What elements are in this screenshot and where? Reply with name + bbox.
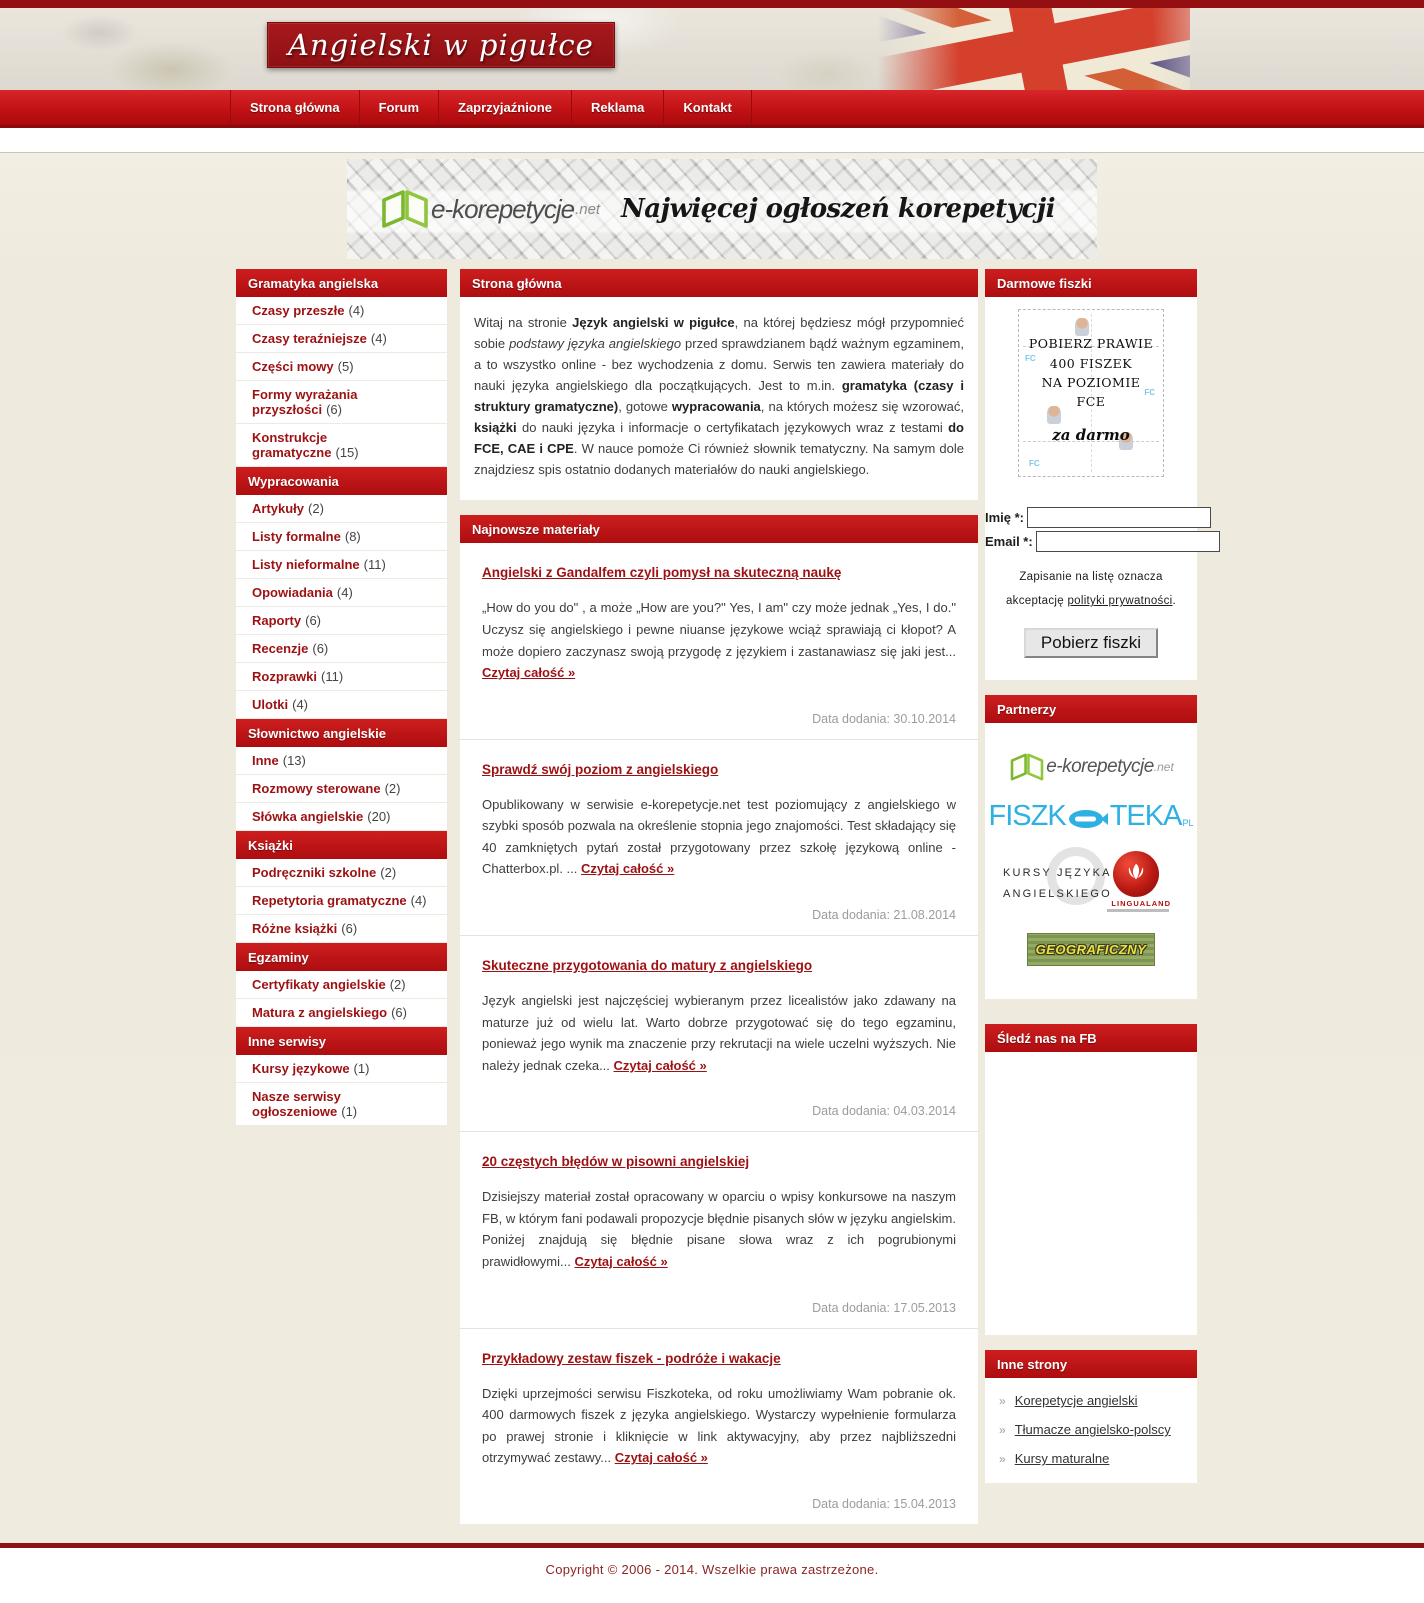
sidebar-item-link[interactable]: Czasy przeszłe	[252, 303, 345, 318]
sidebar-item[interactable]	[236, 663, 447, 691]
sidebar-item-link[interactable]: Czasy teraźniejsze	[252, 331, 367, 346]
sidebar-item[interactable]	[236, 915, 447, 943]
sidebar-item[interactable]	[236, 971, 447, 999]
other-site-item[interactable]	[985, 1444, 1197, 1473]
sidebar-item-count: (4)	[292, 697, 309, 712]
sidebar-section	[236, 1027, 447, 1126]
sidebar-item-count: (15)	[335, 445, 359, 460]
sidebar-item[interactable]	[236, 635, 447, 663]
fiszki-form	[985, 507, 1197, 658]
article-excerpt-text: „How do you do" , a może „How are you?" Yes, I am" czy może jednak „Yes, I do." Uczysz się angielskiego i pewne niuanse językowe wciąż sprawiają ci kłopot? A może dopiero zaczynasz swoją przygodę z językiem i zastanawiasz się jaki jest...	[482, 600, 956, 659]
partner-lingualand-logo[interactable]	[1003, 851, 1179, 915]
home-box-title: Strona główna	[460, 269, 978, 297]
article-date: Data dodania: 04.03.2014	[812, 1104, 956, 1119]
copyright-text: Copyright © 2006 - 2014. Wszelkie prawa zastrzeżone.	[545, 1561, 879, 1577]
welcome-text-segment: wypracowania	[671, 399, 761, 415]
article-item	[460, 936, 978, 1132]
nav-item[interactable]: Strona główna	[230, 90, 360, 125]
sidebar-section	[236, 831, 447, 943]
partner-fiszkoteka-suffix: PL	[1182, 818, 1194, 829]
article-title-link[interactable]: Skuteczne przygotowania do matury z angielskiego	[482, 958, 813, 973]
uk-flag-graphic	[878, 8, 1190, 90]
lingualand-caption-line1: KURSY JĘZYKA	[1003, 867, 1112, 880]
facebook-box	[985, 1024, 1197, 1335]
sidebar-section-title: Wypracowania	[236, 467, 447, 495]
welcome-text-segment: , na której będziesz mógł przypomnieć sobie	[474, 315, 965, 352]
welcome-text-segment: Witaj na stronie	[474, 315, 573, 330]
sidebar-item-count: (5)	[337, 359, 354, 374]
sidebar-item[interactable]	[236, 424, 447, 467]
fiszki-box-body	[985, 297, 1197, 680]
promo-watermark: FC	[1144, 388, 1155, 397]
lingualand-caption-line2: ANGIELSKIEGO	[1003, 888, 1112, 901]
article-excerpt-text: Dzisiejszy materiał został opracowany w oparciu o wpisy konkursowe na naszym FB, w którym fani podawali propozycje błędnie pisanych słów w języku angielskim. Poniżej znajdują się błędnie pisane słowa wraz z ich pogrubionymi prawidłowymi...	[482, 1189, 956, 1270]
sidebar-item-count: (4)	[336, 585, 353, 600]
sidebar-item-link[interactable]: Części mowy	[252, 359, 334, 374]
lingualand-emblem	[1113, 851, 1159, 897]
sidebar-item[interactable]	[236, 803, 447, 831]
nav-item[interactable]: Reklama	[572, 90, 664, 125]
sidebar-item[interactable]	[236, 691, 447, 719]
double-arrow-icon: »	[999, 1452, 1006, 1467]
sidebar-item-link[interactable]: Nasze serwisy ogłoszeniowe	[252, 1089, 341, 1119]
privacy-note-period: .	[1172, 595, 1177, 608]
sidebar-item-link[interactable]: Matura z angielskiego	[252, 1005, 388, 1020]
site-logo[interactable]	[267, 22, 615, 68]
sidebar-item-link[interactable]: Słówka angielskie	[252, 809, 364, 824]
promo-banner[interactable]	[347, 159, 1097, 259]
other-site-link[interactable]: Kursy maturalne	[1014, 1451, 1110, 1467]
sidebar-item-count: (1)	[353, 1061, 370, 1076]
article-title-link[interactable]: Przykładowy zestaw fiszek - podróże i wakacje	[482, 1350, 781, 1366]
article-excerpt-text: Opublikowany w serwisie e-korepetycje.net test poziomujący z angielskiego w szybki sposób pozwala na określenie stopnia jego znajomości. Test składający się 40 zamkniętych pytań został przygotowany przez szkołę językową online - Chatterbox.pl. ...	[482, 796, 956, 877]
welcome-text-segment: podstawy języka angielskiego	[509, 336, 682, 352]
sidebar-item-count: (6)	[326, 402, 342, 417]
partner-ekorepetycje-tld: .net	[1153, 760, 1174, 775]
sidebar-item[interactable]	[236, 1083, 447, 1126]
welcome-paragraph	[474, 312, 964, 480]
main-navigation-list	[230, 90, 1424, 125]
facebook-box-title: Śledź nas na FB	[985, 1024, 1197, 1052]
sidebar-item-count: (11)	[321, 669, 344, 684]
article-date: Data dodania: 17.05.2013	[812, 1300, 956, 1315]
sidebar-item[interactable]	[236, 999, 447, 1027]
sidebar-item-link[interactable]: Kursy językowe	[252, 1061, 350, 1076]
other-site-item[interactable]	[985, 1386, 1197, 1415]
latest-box-title: Najnowsze materiały	[460, 515, 978, 543]
promo-text-line: POBIERZ PRAWIE	[1028, 336, 1154, 352]
article-title-link[interactable]: Angielski z Gandalfem czyli pomysł na skuteczną naukę	[482, 565, 842, 581]
sidebar-item[interactable]	[236, 551, 447, 579]
site-logo-text: Angielski w pigułce	[288, 28, 594, 62]
download-fiszki-button[interactable]: Pobierz fiszki	[1024, 628, 1158, 658]
partner-fiszkoteka-text1: FISZK	[988, 800, 1066, 833]
articles-list	[460, 543, 978, 1524]
sidebar-section-title: Gramatyka angielska	[236, 269, 447, 297]
sidebar-item-count: (2)	[389, 977, 406, 992]
partner-fiszkoteka-logo[interactable]	[989, 800, 1194, 833]
sidebar-section-title: Egzaminy	[236, 943, 447, 971]
other-sites-list	[985, 1378, 1197, 1483]
read-more-link[interactable]: Czytaj całość »	[574, 1254, 668, 1270]
sidebar-item-count: (2)	[308, 501, 324, 516]
sidebar-item[interactable]	[236, 859, 447, 887]
partner-geograficzny-text: GEOGRAFICZNY	[1035, 942, 1147, 958]
sidebar-item-count: (4)	[370, 331, 387, 346]
other-site-item[interactable]	[985, 1415, 1197, 1444]
latest-box	[460, 515, 978, 1524]
welcome-text-segment: , gotowe	[618, 399, 672, 415]
sidebar-item-count: (6)	[312, 641, 329, 656]
promo-footer-text: za darmo	[1052, 425, 1130, 444]
main-content	[460, 269, 978, 1524]
sidebar-item-count: (2)	[380, 865, 397, 880]
lingualand-caption	[1003, 863, 1112, 905]
sidebar-section	[236, 719, 447, 831]
banner-tagline: Najwięcej ogłoszeń korepetycji	[621, 194, 1055, 224]
sidebar-section-list	[236, 971, 447, 1027]
sidebar-item-link[interactable]: Podręczniki szkolne	[252, 865, 377, 880]
article-excerpt	[482, 794, 956, 880]
site-header	[0, 8, 1424, 90]
partner-geograficzny-logo[interactable]	[1027, 933, 1155, 966]
home-box	[460, 269, 978, 500]
partners-box-body	[985, 723, 1197, 999]
welcome-text-segment: książki	[474, 420, 517, 436]
sidebar-item-link[interactable]: Raporty	[252, 613, 302, 628]
sidebar-item[interactable]	[236, 1055, 447, 1083]
promo-text-line: FCE	[1076, 394, 1106, 410]
page-background	[0, 152, 1424, 1543]
content-area	[236, 269, 1197, 1524]
sidebar-item[interactable]	[236, 579, 447, 607]
sidebar-item[interactable]	[236, 607, 447, 635]
other-site-link[interactable]: Tłumacze angielsko-polscy	[1014, 1422, 1171, 1438]
sidebar-item-link[interactable]: Konstrukcje gramatyczne	[252, 430, 332, 460]
sidebar-section-title: Słownictwo angielskie	[236, 719, 447, 747]
fiszki-box	[985, 269, 1197, 680]
sidebar-section-list	[236, 859, 447, 943]
read-more-link[interactable]: Czytaj całość »	[581, 861, 675, 877]
sidebar-item-link[interactable]: Różne książki	[252, 921, 338, 936]
article-title-link[interactable]: 20 częstych błędów w pisowni angielskiej	[482, 1154, 750, 1170]
promo-text-line: NA POZIOMIE	[1041, 375, 1141, 390]
lingualand-name: LINGUALAND	[1111, 899, 1171, 909]
sidebar-item[interactable]	[236, 495, 447, 523]
fb-widget-placeholder	[985, 1052, 1197, 1335]
article-item	[460, 1329, 978, 1524]
other-sites-title: Inne strony	[985, 1350, 1197, 1378]
promo-watermark: FC	[1025, 354, 1036, 363]
article-excerpt-text: Język angielski jest najczęściej wybieranym przez licealistów jako zdawany na maturze już od wielu lat. Warto dobrze przygotować się do tego egzaminu, ponieważ jego wynik ma znaczenie przy rekrutacji na wiele uczelni wyższych. Nie należy jednak czeka...	[482, 993, 956, 1073]
privacy-note	[991, 565, 1191, 613]
article-date: Data dodania: 15.04.2013	[812, 1496, 956, 1511]
sidebar-item[interactable]	[236, 523, 447, 551]
article-item	[460, 543, 978, 739]
main-navigation	[0, 90, 1424, 125]
email-input[interactable]	[1036, 531, 1220, 552]
welcome-text-segment: . W nauce pomoże Ci również słownik tematyczny. Na samym dole znajdziesz spis ostatnio dodanych materiałów do nauki angielskiego.	[474, 441, 964, 478]
promo-text	[1029, 334, 1153, 412]
other-sites-box	[985, 1350, 1197, 1483]
sidebar-item-count: (4)	[410, 893, 427, 908]
sidebar-item-count: (20)	[367, 809, 391, 824]
lingualand-subtext	[1107, 909, 1169, 912]
sidebar-item-count: (6)	[341, 921, 358, 936]
other-site-link[interactable]: Korepetycje angielski	[1014, 1393, 1138, 1409]
welcome-text-segment: do FCE, CAE i CPE	[474, 420, 964, 457]
fiszki-box-title: Darmowe fiszki	[985, 269, 1197, 297]
sidebar-item-link[interactable]: Ulotki	[252, 697, 289, 712]
welcome-text-segment: , na których możesz się wzorować,	[760, 399, 964, 415]
sidebar-item[interactable]	[236, 887, 447, 915]
sidebar-item[interactable]	[236, 353, 447, 381]
read-more-link[interactable]: Czytaj całość »	[614, 1450, 708, 1466]
sidebar-item-count: (13)	[282, 753, 306, 768]
nav-item[interactable]: Zaprzyjaźnione	[439, 90, 572, 125]
sidebar-item-count: (2)	[384, 781, 401, 796]
sidebar-section-list	[236, 297, 447, 467]
sidebar-item[interactable]	[236, 381, 447, 424]
sidebar-item-link[interactable]: Repetytoria gramatyczne	[252, 893, 407, 908]
partner-ekorepetycje-text: e-korepetycje	[1046, 756, 1154, 778]
uk-flag-image	[878, 8, 1190, 90]
sidebar-section	[236, 269, 447, 467]
privacy-note-text: Zapisanie na listę oznacza akceptację	[1005, 571, 1163, 608]
right-sidebar	[985, 269, 1197, 1483]
sidebar-item[interactable]	[236, 297, 447, 325]
article-title-link[interactable]: Sprawdź swój poziom z angielskiego	[482, 761, 719, 777]
name-label: Imię *:	[985, 510, 1025, 525]
nav-item[interactable]: Forum	[360, 90, 439, 125]
top-accent-bar	[0, 0, 1424, 8]
sidebar-item-count: (6)	[391, 1005, 407, 1020]
left-sidebar	[236, 269, 447, 1126]
welcome-text-segment: Język angielski w pigułce	[572, 315, 735, 330]
banner-brand-text: e-korepetycje	[431, 193, 575, 224]
welcome-text-segment: gramatyka (czasy i struktury gramatyczne)	[474, 378, 964, 415]
fish-icon	[1068, 809, 1108, 829]
promo-text-line: 400 FISZEK	[1049, 355, 1133, 371]
partners-box-title: Partnerzy	[985, 695, 1197, 723]
email-label: Email *:	[985, 534, 1033, 549]
read-more-link[interactable]: Czytaj całość »	[613, 1057, 707, 1073]
sidebar-item[interactable]	[236, 747, 447, 775]
partners-box	[985, 695, 1197, 999]
article-item	[460, 1132, 978, 1328]
article-excerpt	[482, 1383, 956, 1469]
sidebar-item-count: (1)	[341, 1104, 358, 1119]
sidebar-item-count: (8)	[344, 529, 361, 544]
fiszki-promo-image[interactable]	[1018, 309, 1164, 477]
article-item	[460, 740, 978, 936]
sidebar-item[interactable]	[236, 775, 447, 803]
sidebar-item-link[interactable]: Rozmowy sterowane	[252, 781, 381, 796]
welcome-text-segment: do nauki języka i informacje o certyfikatach językowych wraz z testami	[516, 420, 949, 436]
partner-fiszkoteka-text2: TEKA	[1109, 800, 1182, 833]
promo-watermark: FC	[1029, 459, 1040, 468]
partner-ekorepetycje-logo[interactable]	[1008, 752, 1174, 782]
article-excerpt	[482, 597, 956, 683]
sidebar-item-link[interactable]: Rozprawki	[252, 669, 318, 684]
open-book-icon	[1008, 752, 1046, 782]
banner-brand	[379, 188, 600, 230]
sidebar-item-link[interactable]: Opowiadania	[252, 585, 333, 600]
double-arrow-icon: »	[999, 1423, 1006, 1438]
sidebar-section-title: Inne serwisy	[236, 1027, 447, 1055]
article-excerpt	[482, 1186, 956, 1272]
site-footer	[0, 1548, 1424, 1603]
sidebar-item-link[interactable]: Listy formalne	[252, 529, 341, 544]
read-more-link[interactable]: Czytaj całość »	[482, 665, 576, 681]
open-book-icon	[379, 188, 431, 230]
sidebar-section-title: Książki	[236, 831, 447, 859]
sidebar-item-link[interactable]: Inne	[252, 753, 279, 768]
sidebar-item-link[interactable]: Certyfikaty angielskie	[252, 977, 386, 992]
sidebar-item-link[interactable]: Formy wyrażania przyszłości	[252, 387, 358, 417]
sidebar-section	[236, 943, 447, 1027]
tulip-icon	[1119, 857, 1153, 891]
article-excerpt-text: Dzięki uprzejmości serwisu Fiszkoteka, od roku umożliwiamy Wam pobranie ok. 400 darmowych fiszek z języka angielskiego. Wystarczy wypełnienie formularza po prawej stronie i kliknięcie w link aktywacyjny, aby przez najbliższedni otrzymywać zestawy...	[482, 1385, 956, 1466]
nav-item[interactable]: Kontakt	[664, 90, 751, 125]
sidebar-item-link[interactable]: Artykuły	[252, 501, 305, 516]
name-input[interactable]	[1027, 507, 1211, 528]
privacy-policy-link[interactable]: polityki prywatności	[1067, 595, 1173, 608]
home-box-body	[460, 297, 978, 500]
welcome-text-segment: przed sprawdzianem bądź ważnym egzaminem, a to wszystko online - bez wychodzenia z domu. Serwis ten zawiera materiały do nauki języka angielskiego dla początkujących. Jest to m.in.	[474, 336, 964, 394]
double-arrow-icon: »	[999, 1394, 1006, 1409]
sidebar-item-link[interactable]: Recenzje	[252, 641, 309, 656]
article-date: Data dodania: 30.10.2014	[812, 711, 956, 726]
banner-brand-tld: .net	[575, 200, 601, 218]
sidebar-item-count: (11)	[363, 557, 386, 572]
article-date: Data dodania: 21.08.2014	[812, 908, 956, 922]
sidebar-section	[236, 467, 447, 719]
sidebar-section-list	[236, 495, 447, 719]
sidebar-item-count: (4)	[348, 303, 365, 318]
sidebar-section-list	[236, 747, 447, 831]
sidebar-item-link[interactable]: Listy nieformalne	[252, 557, 360, 572]
sidebar-section-list	[236, 1055, 447, 1126]
sidebar-item[interactable]	[236, 325, 447, 353]
article-excerpt	[482, 990, 956, 1076]
header-spacer	[0, 128, 1424, 152]
sidebar-item-count: (6)	[305, 613, 322, 628]
